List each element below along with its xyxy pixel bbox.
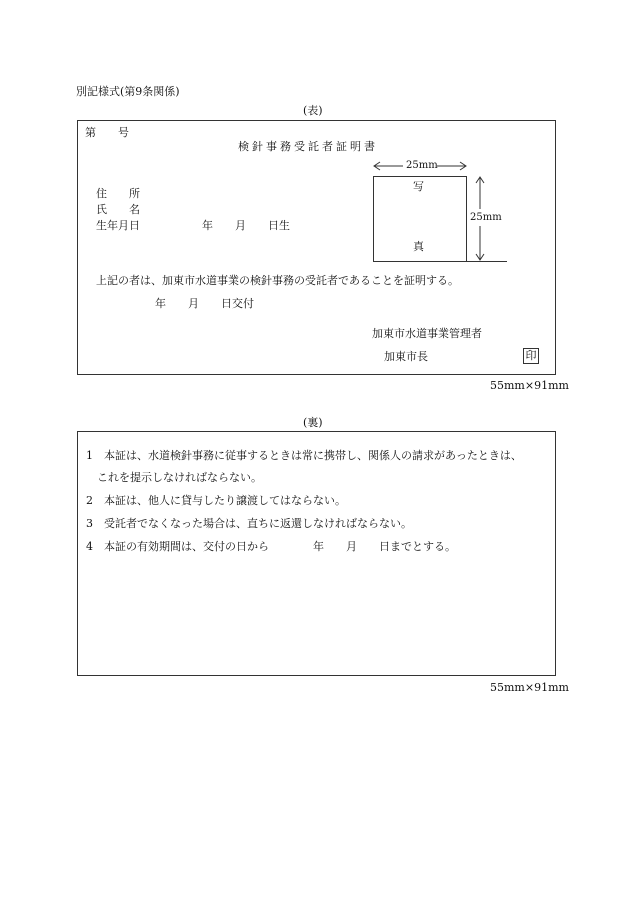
certification-text: 上記の者は、加東市水道事業の検針事務の受託者であることを証明する。 xyxy=(96,274,459,287)
photo-top-border xyxy=(373,176,466,177)
number-label: 第 号 xyxy=(85,126,129,139)
photo-bottom-border xyxy=(373,261,507,262)
back-item-2: 2 本証は、他人に貸与したり譲渡してはならない。 xyxy=(86,494,346,507)
photo-bottom-char: 真 xyxy=(413,240,424,253)
birthdate-value: 年 月 日生 xyxy=(202,219,290,232)
issuer: 加東市水道事業管理者 xyxy=(372,327,482,340)
back-item-3: 3 受託者でなくなった場合は、直ちに返還しなければならない。 xyxy=(86,517,412,530)
front-size: 55mm×91mm xyxy=(490,379,569,392)
form-title: 別記様式(第9条関係) xyxy=(76,85,180,98)
certificate-title: 検針事務受託者証明書 xyxy=(238,140,378,153)
birthdate-label: 生年月日 xyxy=(96,219,140,232)
back-item-4: 4 本証の有効期間は、交付の日から 年 月 日までとする。 xyxy=(86,540,456,553)
issue-date: 年 月 日交付 xyxy=(155,297,254,310)
photo-left-border xyxy=(373,176,374,261)
back-item-1: 1 本証は、水道検針事務に従事するときは常に携帯し、関係人の請求があったときは、 xyxy=(86,449,522,462)
photo-height-label: 25mm xyxy=(470,212,502,223)
back-card xyxy=(77,431,556,676)
address-label: 住 所 xyxy=(96,187,140,200)
seal-stamp: 印 xyxy=(523,348,539,364)
back-size: 55mm×91mm xyxy=(490,681,569,694)
mayor: 加東市長 xyxy=(384,350,428,363)
back-item-1-continued: これを提示しなければならない。 xyxy=(86,471,262,484)
back-caption: (裏) xyxy=(303,416,323,429)
photo-width-label: 25mm xyxy=(406,160,438,171)
photo-top-char: 写 xyxy=(413,180,424,193)
photo-right-border xyxy=(466,176,467,261)
front-caption: (表) xyxy=(303,104,323,117)
name-label: 氏 名 xyxy=(96,203,140,216)
